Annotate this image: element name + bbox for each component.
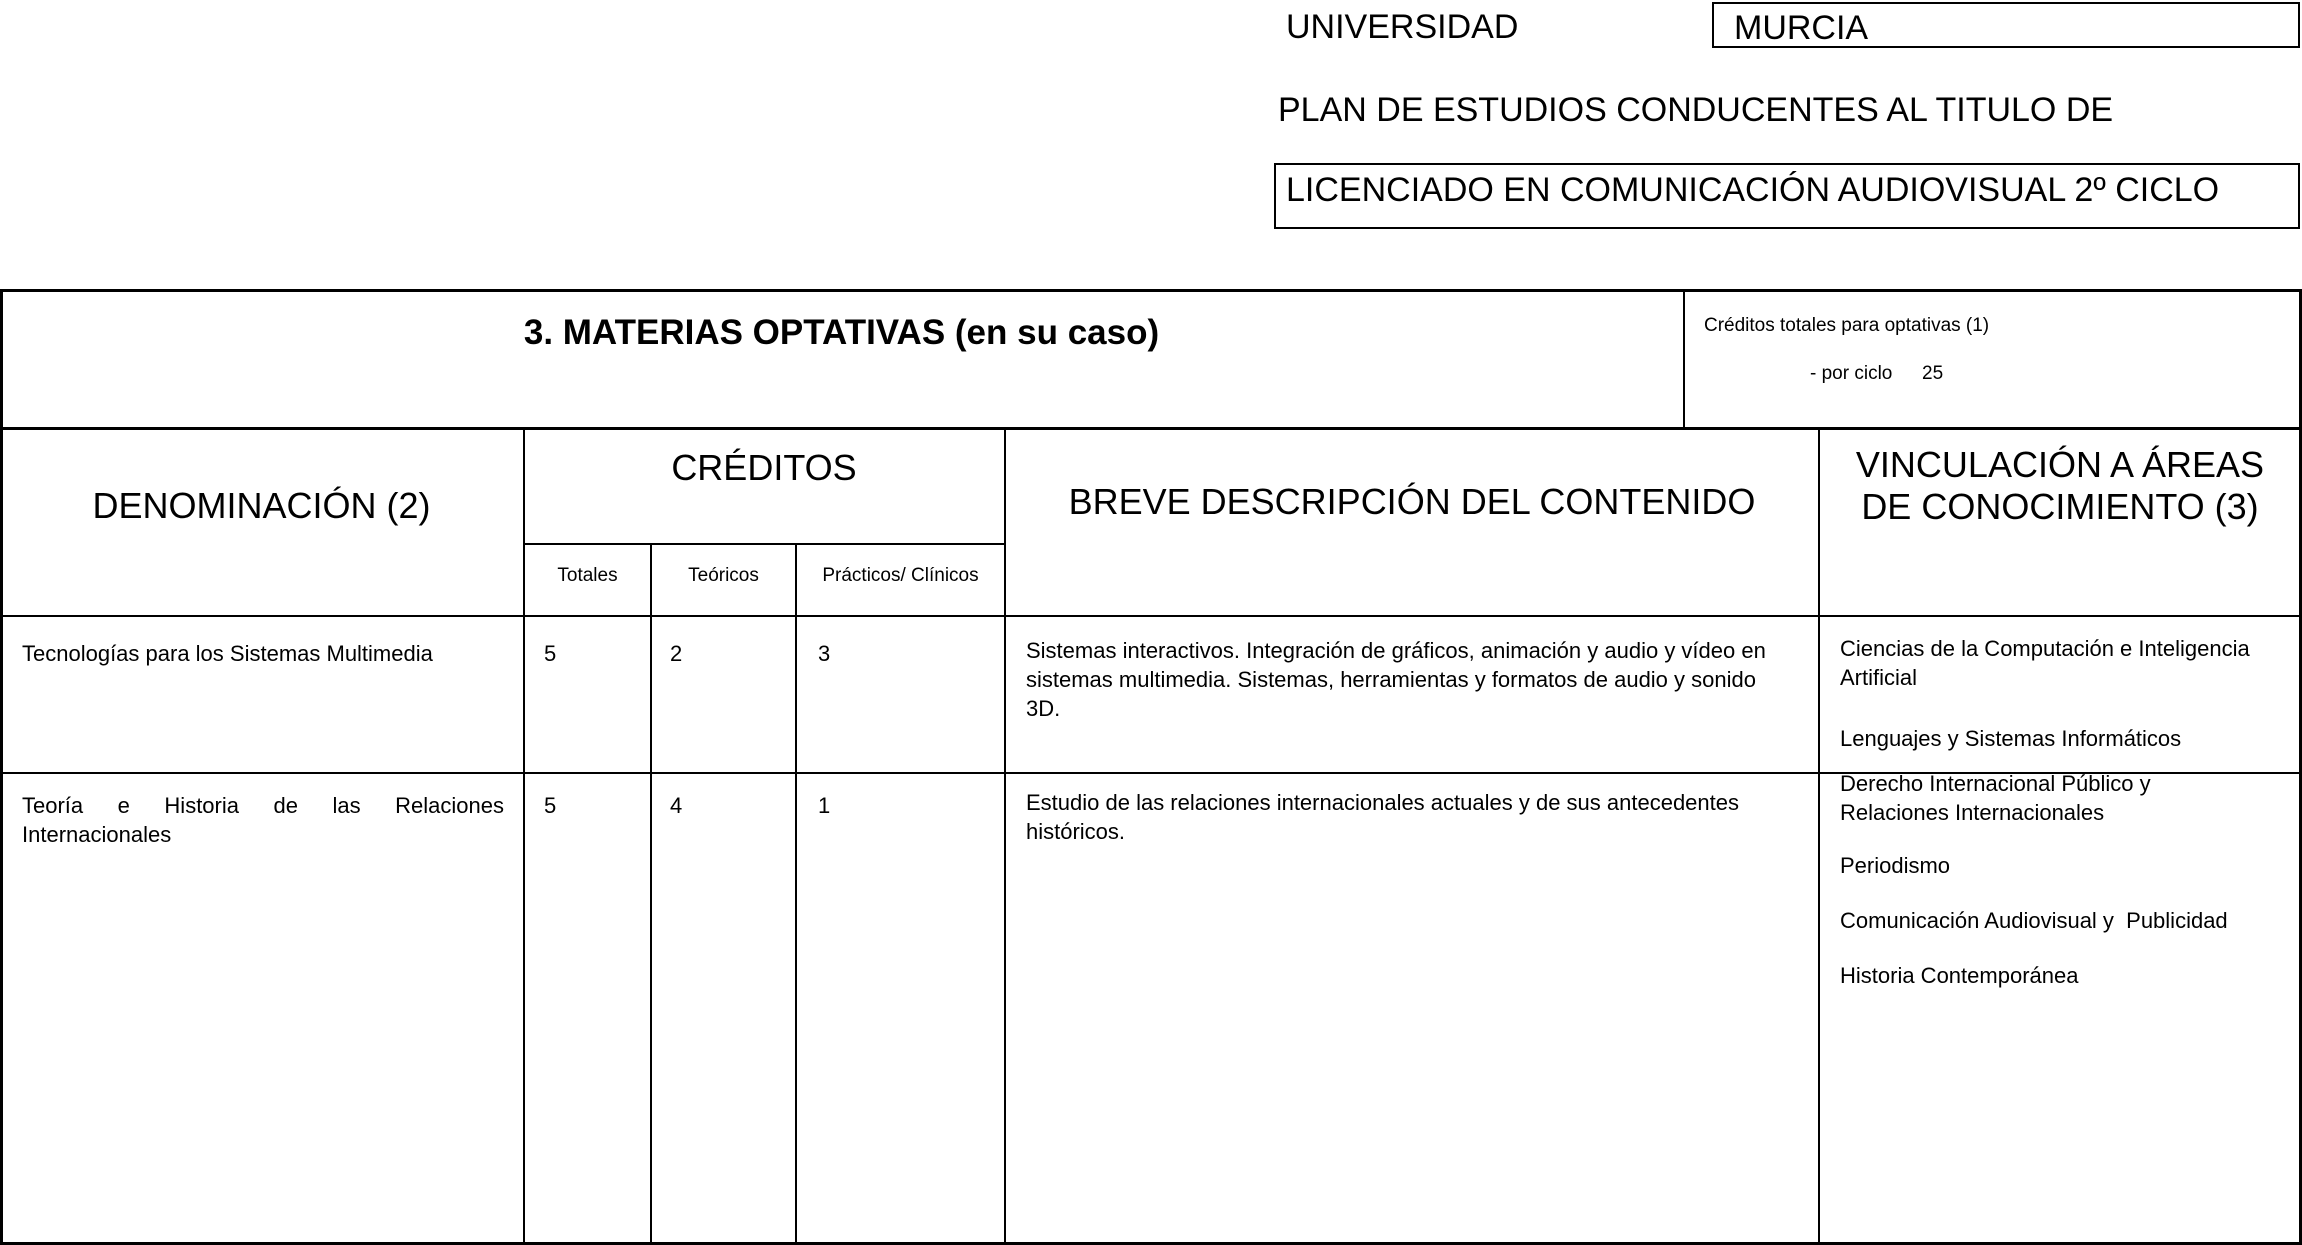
university-label: UNIVERSIDAD — [1286, 8, 1519, 46]
header-denominacion: DENOMINACIÓN (2) — [92, 485, 431, 526]
creditos-subheader-line — [523, 543, 1005, 545]
row-practicos: 1 — [818, 793, 831, 818]
row-area: Historia Contemporánea — [1840, 963, 2079, 988]
row-area: Ciencias de la Computación e Inteligencia Artificial — [1840, 636, 2250, 690]
header-totales: Totales — [557, 565, 618, 586]
col-divider-denominacion — [523, 427, 525, 1245]
degree-title: LICENCIADO EN COMUNICACIÓN AUDIOVISUAL 2º CICLO — [1286, 171, 2220, 209]
row-area: Lenguajes y Sistemas Informáticos — [1840, 726, 2182, 751]
col-divider-totales — [650, 543, 652, 1245]
row-teoricos: 2 — [670, 641, 683, 666]
row-denominacion-line2: Internacionales — [22, 822, 172, 847]
university-box — [1712, 2, 2300, 48]
row-area: Periodismo — [1840, 853, 1951, 878]
table-border-left — [0, 289, 3, 1245]
section-title: 3. MATERIAS OPTATIVAS (en su caso) — [523, 313, 1160, 352]
row-area: Derecho Internacional Público y Relaciones Internacionales — [1840, 771, 2151, 825]
row-denominacion-line1: Teoría e Historia de las Relaciones — [22, 793, 504, 818]
row-totales: 5 — [544, 793, 557, 818]
per-cycle-label: - por ciclo — [1810, 363, 1893, 384]
section-separator — [0, 427, 2302, 430]
university-value: MURCIA — [1734, 9, 1869, 47]
row-totales: 5 — [544, 641, 557, 666]
per-cycle-value: 25 — [1922, 363, 1944, 384]
row-descripcion: Estudio de las relaciones internacionales actuales y de sus antecedentes históricos. — [1026, 790, 1740, 844]
credits-total-label: Créditos totales para optativas (1) — [1704, 315, 1990, 336]
degree-title-box — [1274, 163, 2300, 229]
header-vinculacion-line2: DE CONOCIMIENTO (3) — [1861, 486, 2259, 527]
row-descripcion: Sistemas interactivos. Integración de gráficos, animación y audio y vídeo en sistemas multimedia. Sistemas, herramientas y formatos de audio y sonido 3D. — [1026, 638, 1766, 721]
table-border-top — [0, 289, 2302, 292]
header-creditos: CRÉDITOS — [671, 447, 857, 488]
header-bottom-line — [0, 615, 2302, 617]
section-credits-divider — [1683, 289, 1685, 429]
row-practicos: 3 — [818, 641, 831, 666]
col-divider-descripcion — [1818, 427, 1820, 1245]
row-area: Comunicación Audiovisual y Publicidad — [1840, 908, 2228, 933]
col-divider-teoricos — [795, 543, 797, 1245]
header-descripcion: BREVE DESCRIPCIÓN DEL CONTENIDO — [1068, 481, 1756, 522]
header-teoricos: Teóricos — [688, 565, 759, 586]
row-teoricos: 4 — [670, 793, 683, 818]
row-denominacion: Tecnologías para los Sistemas Multimedia — [22, 641, 433, 666]
header-practicos: Prácticos/ Clínicos — [822, 565, 979, 586]
header-vinculacion-line1: VINCULACIÓN A ÁREAS — [1855, 444, 2265, 485]
plan-label: PLAN DE ESTUDIOS CONDUCENTES AL TITULO DE — [1278, 91, 2114, 129]
col-divider-practicos — [1004, 427, 1006, 1245]
